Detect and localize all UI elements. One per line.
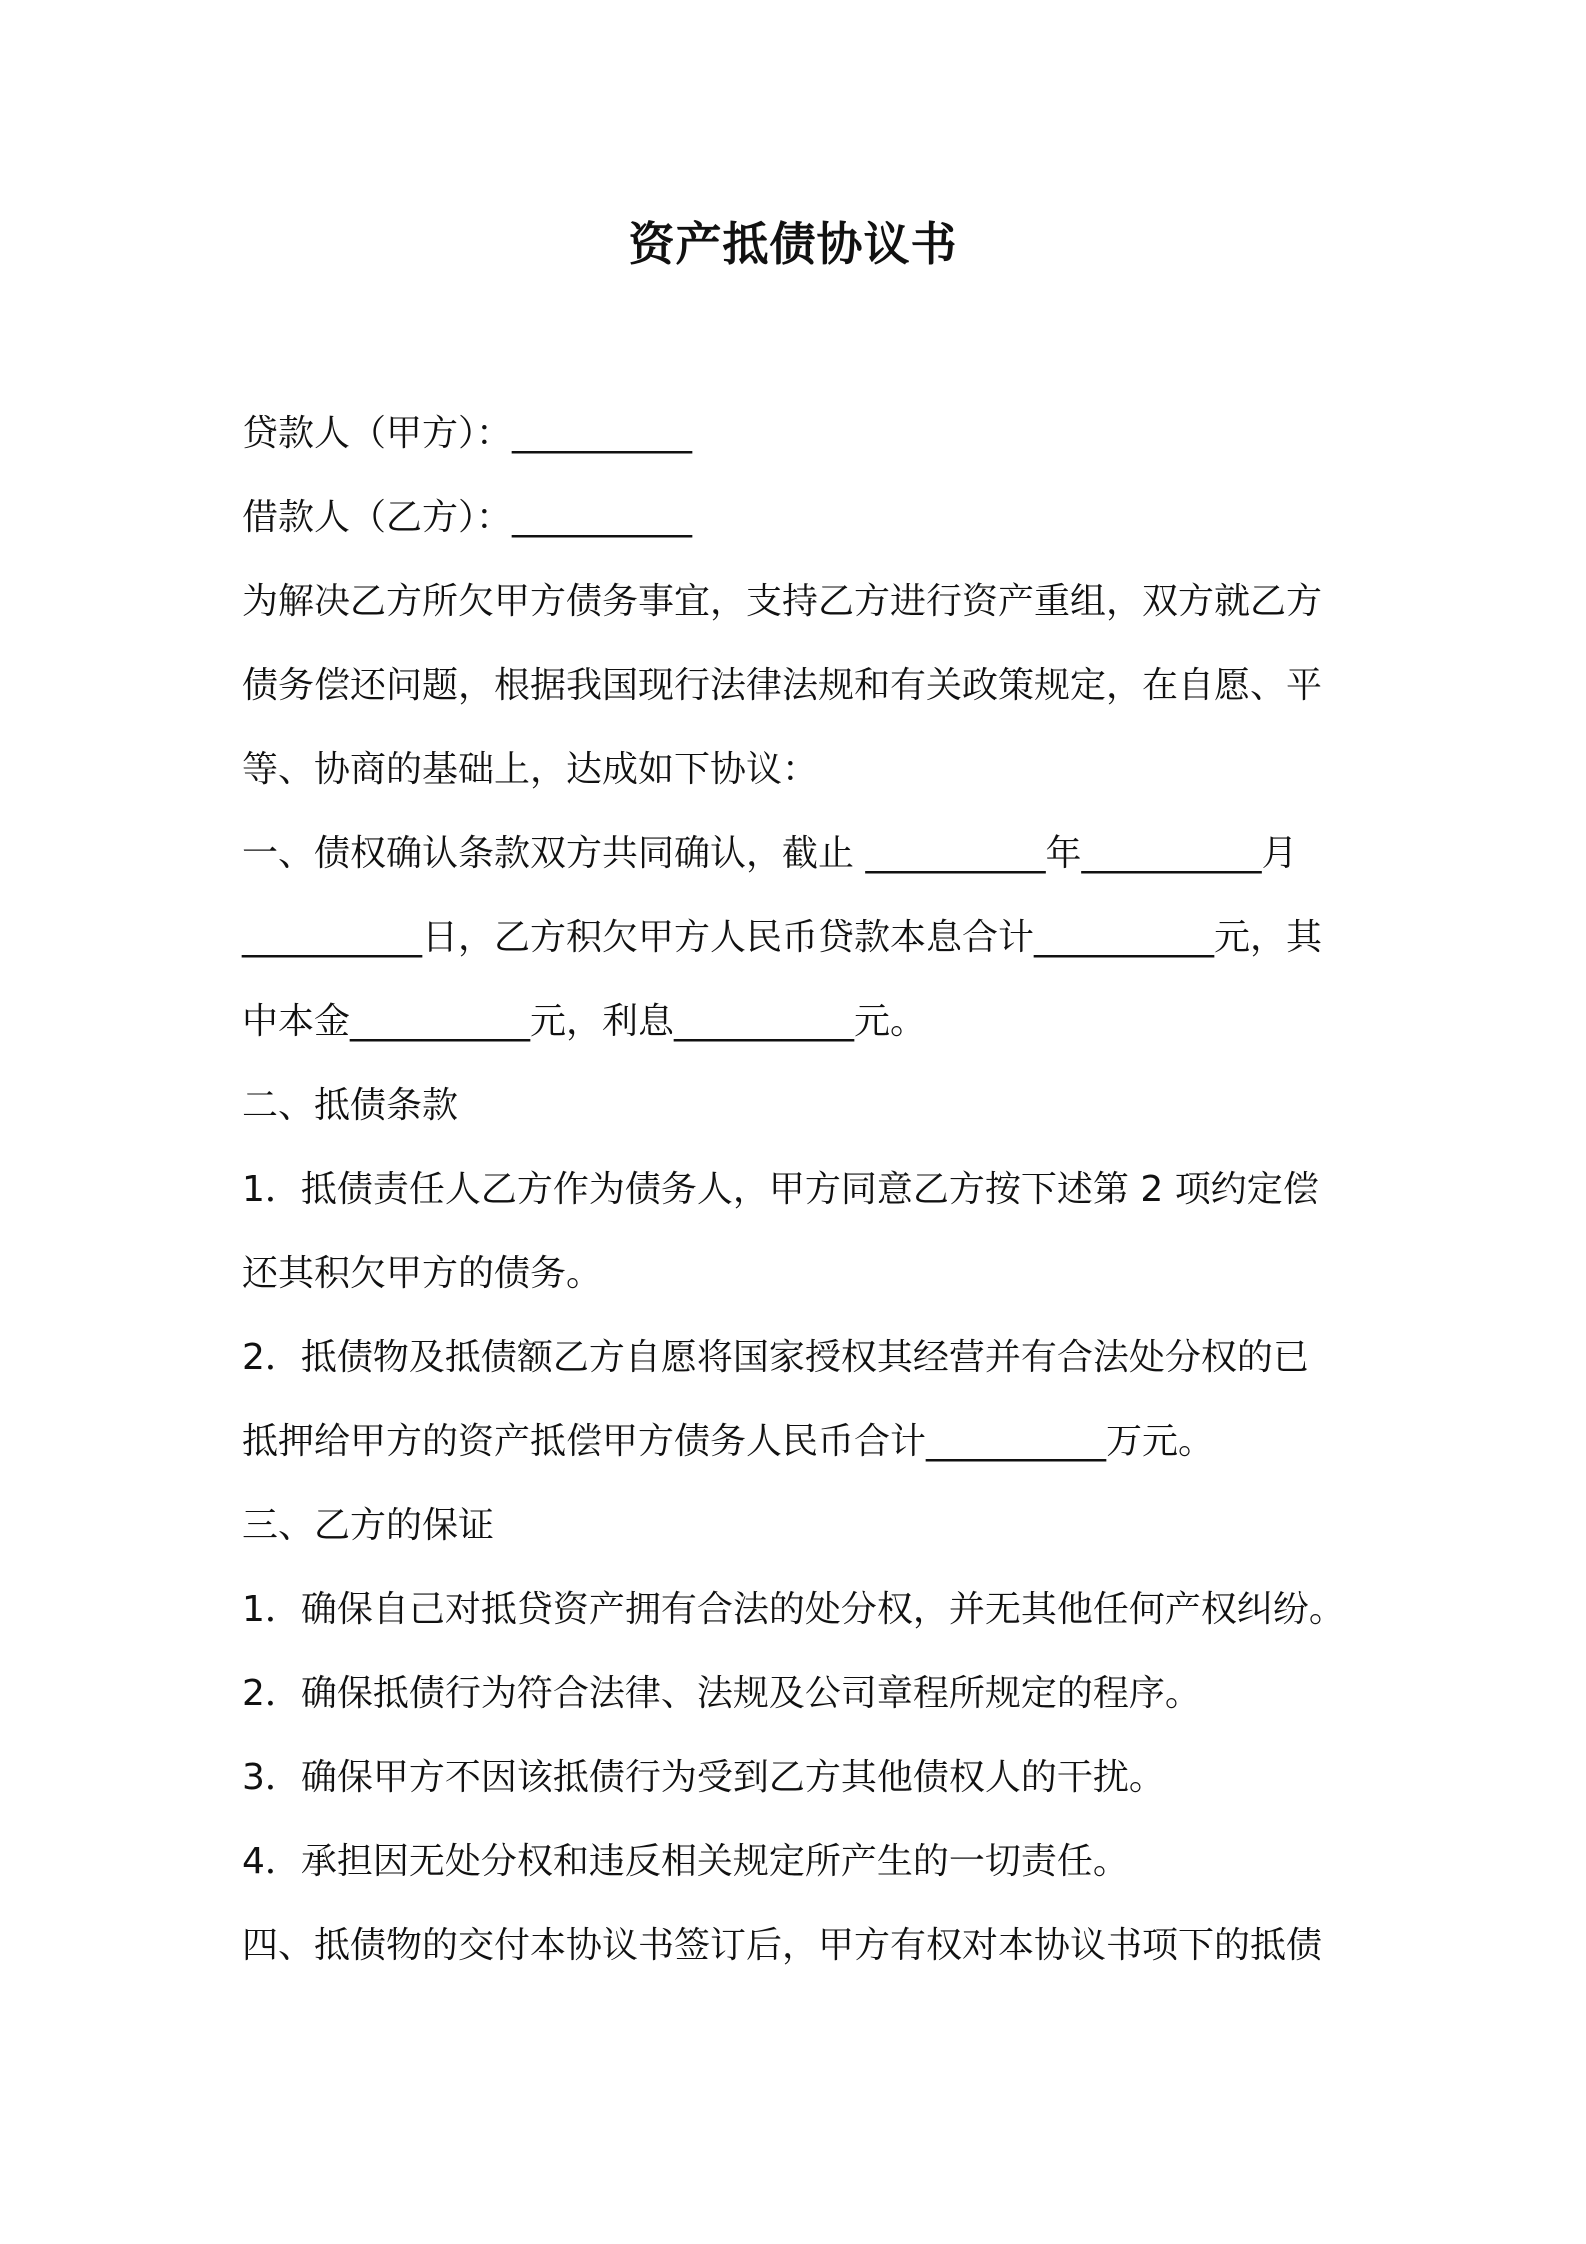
preamble-line-2: 债务偿还问题，根据我国现行法律法规和有关政策规定，在自愿、平 [242,665,1323,706]
clause-3-1: 1．确保自己对抵贷资产拥有合法的处分权，并无其他任何产权纠纷。 [242,1589,1345,1630]
preamble-line-3: 等、协商的基础上，达成如下协议： [242,749,819,790]
borrower-line: 借款人（乙方）：__________ [242,497,693,538]
clause-2-2-line-1: 2．抵债物及抵债额乙方自愿将国家授权其经营并有合法处分权的已 [242,1337,1309,1378]
lender-line: 贷款人（甲方）：__________ [242,413,693,454]
clause-1-line-1: 一、债权确认条款双方共同确认，截止 __________年__________月 [242,833,1298,874]
section-4-line-1: 四、抵债物的交付本协议书签订后，甲方有权对本协议书项下的抵债 [242,1925,1323,1966]
clause-3-4: 4．承担因无处分权和违反相关规定所产生的一切责任。 [242,1841,1129,1882]
preamble-line-1: 为解决乙方所欠甲方债务事宜，支持乙方进行资产重组，双方就乙方 [242,581,1323,622]
clause-2-2-line-2: 抵押给甲方的资产抵偿甲方债务人民币合计__________万元。 [242,1421,1215,1462]
section-2-heading: 二、抵债条款 [242,1085,459,1126]
document-title: 资产抵债协议书 [628,217,958,271]
clause-2-1-line-1: 1．抵债责任人乙方作为债务人，甲方同意乙方按下述第 2 项约定偿 [242,1169,1319,1210]
clause-1-line-3: 中本金__________元，利息__________元。 [242,1001,927,1042]
clause-3-3: 3．确保甲方不因该抵债行为受到乙方其他债权人的干扰。 [242,1757,1165,1798]
clause-2-1-line-2: 还其积欠甲方的债务。 [242,1253,603,1294]
clause-3-2: 2．确保抵债行为符合法律、法规及公司章程所规定的程序。 [242,1673,1201,1714]
clause-1-line-2: __________日，乙方积欠甲方人民币贷款本息合计__________元，其 [242,917,1323,958]
section-3-heading: 三、乙方的保证 [242,1505,495,1546]
